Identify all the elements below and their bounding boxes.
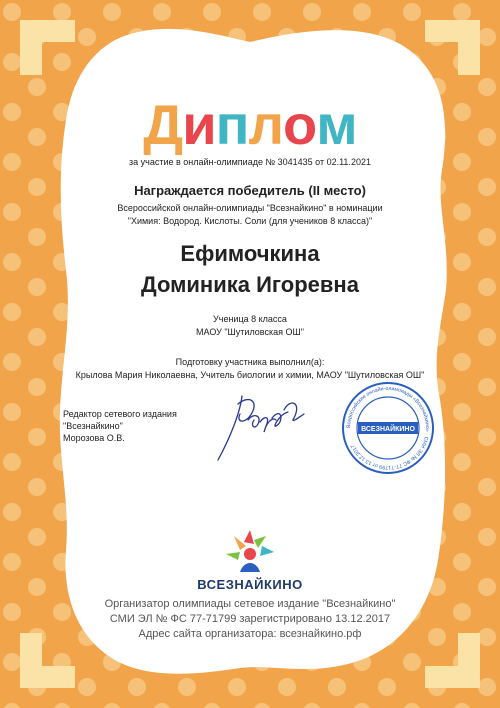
title-letter: м bbox=[316, 93, 357, 156]
title-letter: л bbox=[248, 93, 284, 156]
footer-site: Адрес сайта организатора: всезнайкино.рф bbox=[138, 628, 362, 640]
teacher-label: Подготовку участника выполнил(а): bbox=[175, 357, 325, 367]
official-stamp bbox=[340, 380, 436, 476]
footer-organizer: Организатор олимпиады сетевое издание "Всезнайкино" bbox=[104, 598, 396, 610]
grade: Ученица 8 класса bbox=[213, 314, 287, 324]
title-letter: п bbox=[215, 93, 249, 156]
olympiad-subtitle: за участие в онлайн-олимпиаде № 3041435 от 02.11.2021 bbox=[129, 157, 371, 167]
brand-name: ВСЕЗНАЙКИНО bbox=[197, 577, 303, 592]
editor-block bbox=[63, 408, 177, 444]
editor-line-1: Редактор сетевого издания bbox=[63, 409, 177, 419]
teacher: Крылова Мария Николаевна, Учитель биологии и химии, МАОУ "Шутиловская ОШ" bbox=[75, 370, 425, 380]
editor-signature bbox=[210, 388, 310, 468]
footer-registration: СМИ ЭЛ № ФС 77-71799 зарегистрировано 13.12.2017 bbox=[109, 613, 391, 625]
olympiad-line-2: "Химия: Водород. Кислоты. Соли (для учеников 8 класса)" bbox=[127, 216, 373, 226]
winner-surname: Ефимочкина bbox=[180, 241, 320, 266]
title-letter: Д bbox=[143, 93, 183, 156]
stamp-ring-text: Всероссийские онлайн-олимпиады «Всезнайкино» · СМИ ЭЛ № ФС 77-71799 от 13.12.2017 bbox=[345, 385, 431, 471]
olympiad-line-1: Всероссийской онлайн-олимпиады "Всезнайкино" в номинации bbox=[117, 203, 383, 213]
winner-name: Доминика Игоревна bbox=[141, 272, 359, 297]
stamp-center-text: ВСЕЗНАЙКИНО bbox=[361, 426, 415, 433]
award-heading: Награждается победитель (II место) bbox=[134, 183, 366, 198]
editor-line-3: Морозова О.В. bbox=[63, 433, 125, 443]
diploma-title bbox=[0, 92, 500, 157]
vseznaykino-logo-icon bbox=[222, 528, 278, 576]
title-letter: и bbox=[182, 93, 216, 156]
title-letter: о bbox=[283, 93, 317, 156]
school: МАОУ "Шутиловская ОШ" bbox=[196, 327, 304, 337]
editor-line-2: "Всезнайкино" bbox=[63, 421, 123, 431]
